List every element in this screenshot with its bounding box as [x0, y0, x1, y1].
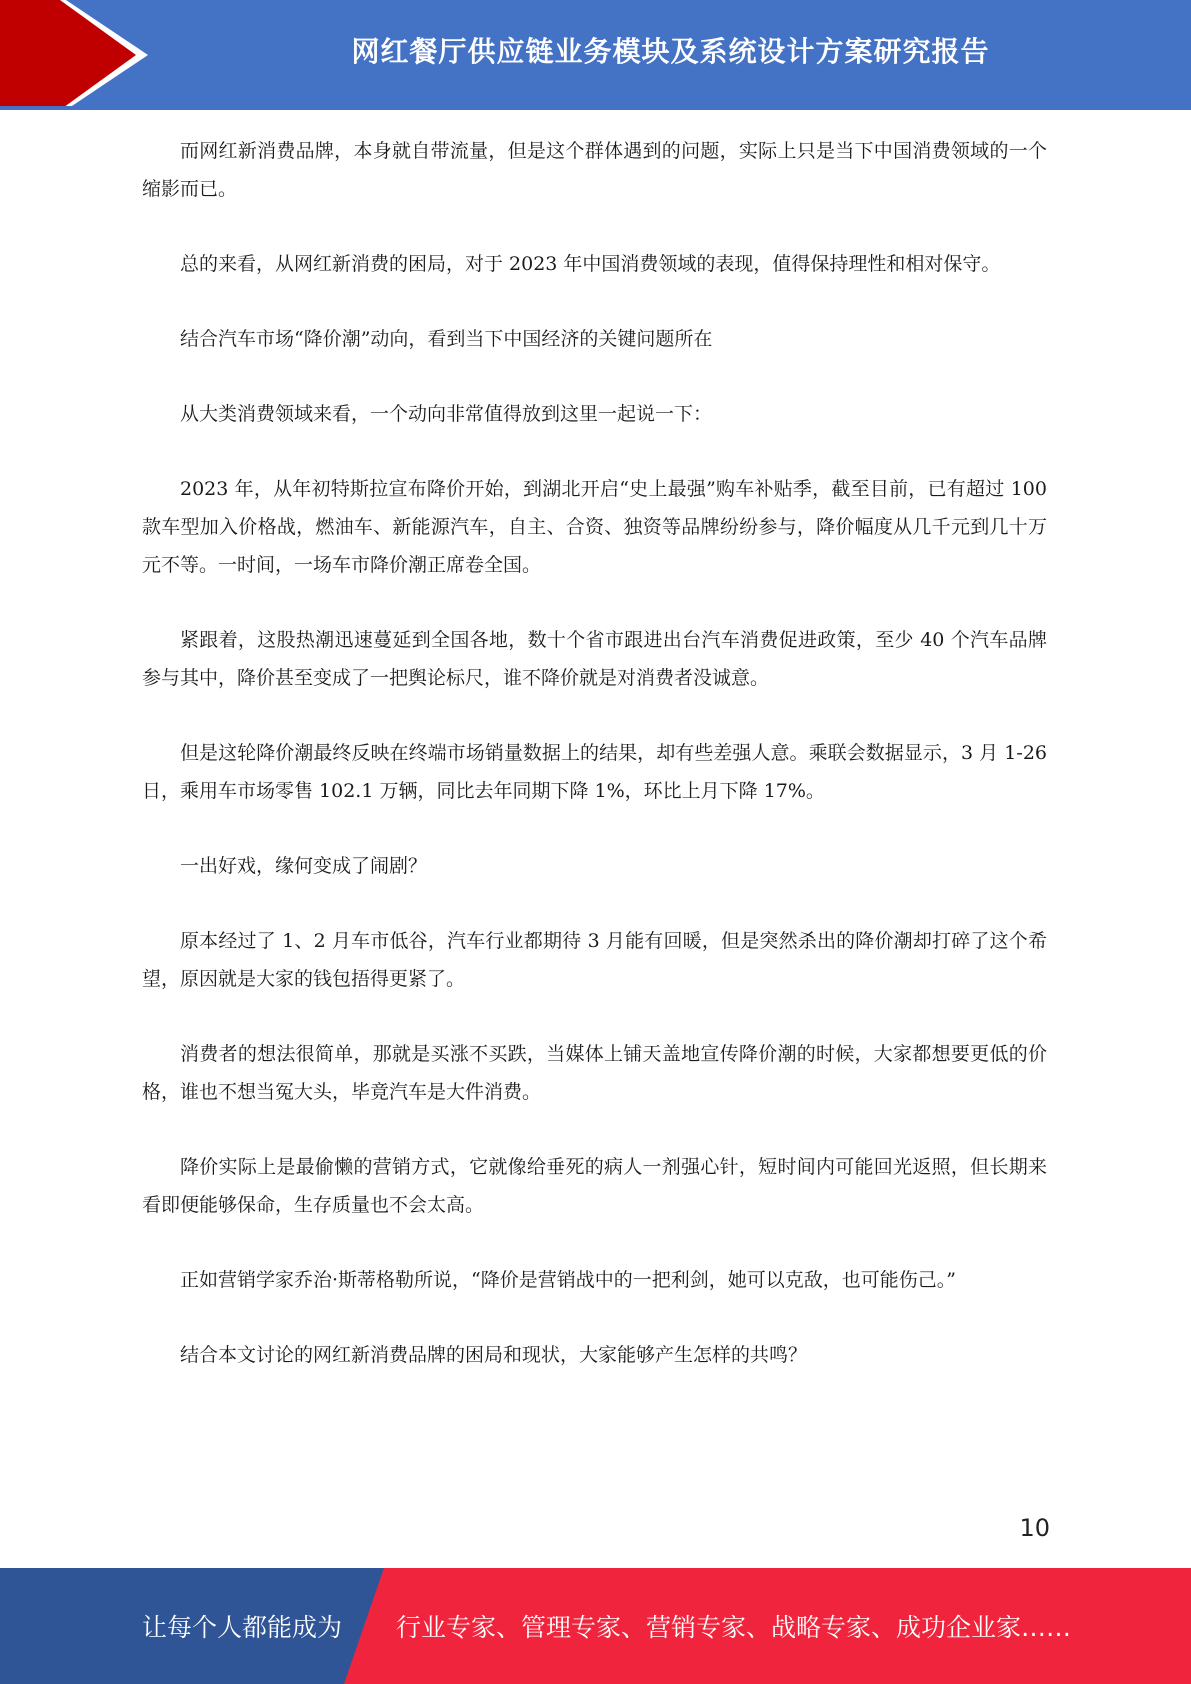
- paragraph: 一出好戏，缘何变成了闹剧？: [180, 855, 428, 877]
- paragraph: 消费者的想法很简单，那就是买涨不买跌，当媒体上铺天盖地宣传降价潮的时候，大家都想要更低的价格，谁也不想当冤大头，毕竟汽车是大件消费。: [142, 1043, 1047, 1103]
- paragraph: 但是这轮降价潮最终反映在终端市场销量数据上的结果，却有些差强人意。乘联会数据显示，3 月 1-26 日，乘用车市场零售 102.1 万辆，同比去年同期下降 1%，环比上月下降 17%。: [142, 742, 1047, 802]
- paragraph: 降价实际上是最偷懒的营销方式，它就像给垂死的病人一剂强心针，短时间内可能回光返照，但长期来看即便能够保命，生存质量也不会太高。: [142, 1156, 1047, 1216]
- paragraph: 紧跟着，这股热潮迅速蔓延到全国各地，数十个省市跟进出台汽车消费促进政策，至少 40 个汽车品牌参与其中，降价甚至变成了一把舆论标尺，谁不降价就是对消费者没诚意。: [142, 629, 1047, 689]
- page-header: [0, 0, 1191, 110]
- footer-slogan-right: 行业专家、管理专家、营销专家、战略专家、成功企业家……: [396, 1613, 1072, 1642]
- report-title: 网红餐厅供应链业务模块及系统设计方案研究报告: [351, 35, 990, 68]
- paragraph: 而网红新消费品牌，本身就自带流量，但是这个群体遇到的问题，实际上只是当下中国消费领域的一个缩影而已。: [142, 140, 1047, 200]
- body-text: [142, 132, 1047, 1411]
- paragraph: 结合汽车市场“降价潮”动向，看到当下中国经济的关键问题所在: [180, 328, 713, 350]
- paragraph: 原本经过了 1、2 月车市低谷，汽车行业都期待 3 月能有回暖，但是突然杀出的降价潮却打碎了这个希望，原因就是大家的钱包捂得更紧了。: [142, 930, 1047, 990]
- paragraph: 2023 年，从年初特斯拉宣布降价开始，到湖北开启“史上最强”购车补贴季，截至目前，已有超过 100 款车型加入价格战，燃油车、新能源汽车，自主、合资、独资等品牌纷纷参与，降价幅度从几千元到几十万元不等。一时间，一场车市降价潮正席卷全国。: [142, 478, 1047, 576]
- paragraph: 正如营销学家乔治·斯蒂格勒所说，“降价是营销战中的一把利剑，她可以克敌，也可能伤己。”: [180, 1269, 956, 1291]
- page-footer: [0, 1568, 1191, 1684]
- paragraph: 总的来看，从网红新消费的困局，对于 2023 年中国消费领域的表现，值得保持理性和相对保守。: [180, 253, 1001, 275]
- footer-slogan-left: 让每个人都能成为: [142, 1613, 343, 1642]
- page-number: 10: [1019, 1514, 1050, 1542]
- paragraph: 结合本文讨论的网红新消费品牌的困局和现状，大家能够产生怎样的共鸣？: [180, 1344, 808, 1366]
- paragraph: 从大类消费领域来看，一个动向非常值得放到这里一起说一下：: [180, 403, 713, 425]
